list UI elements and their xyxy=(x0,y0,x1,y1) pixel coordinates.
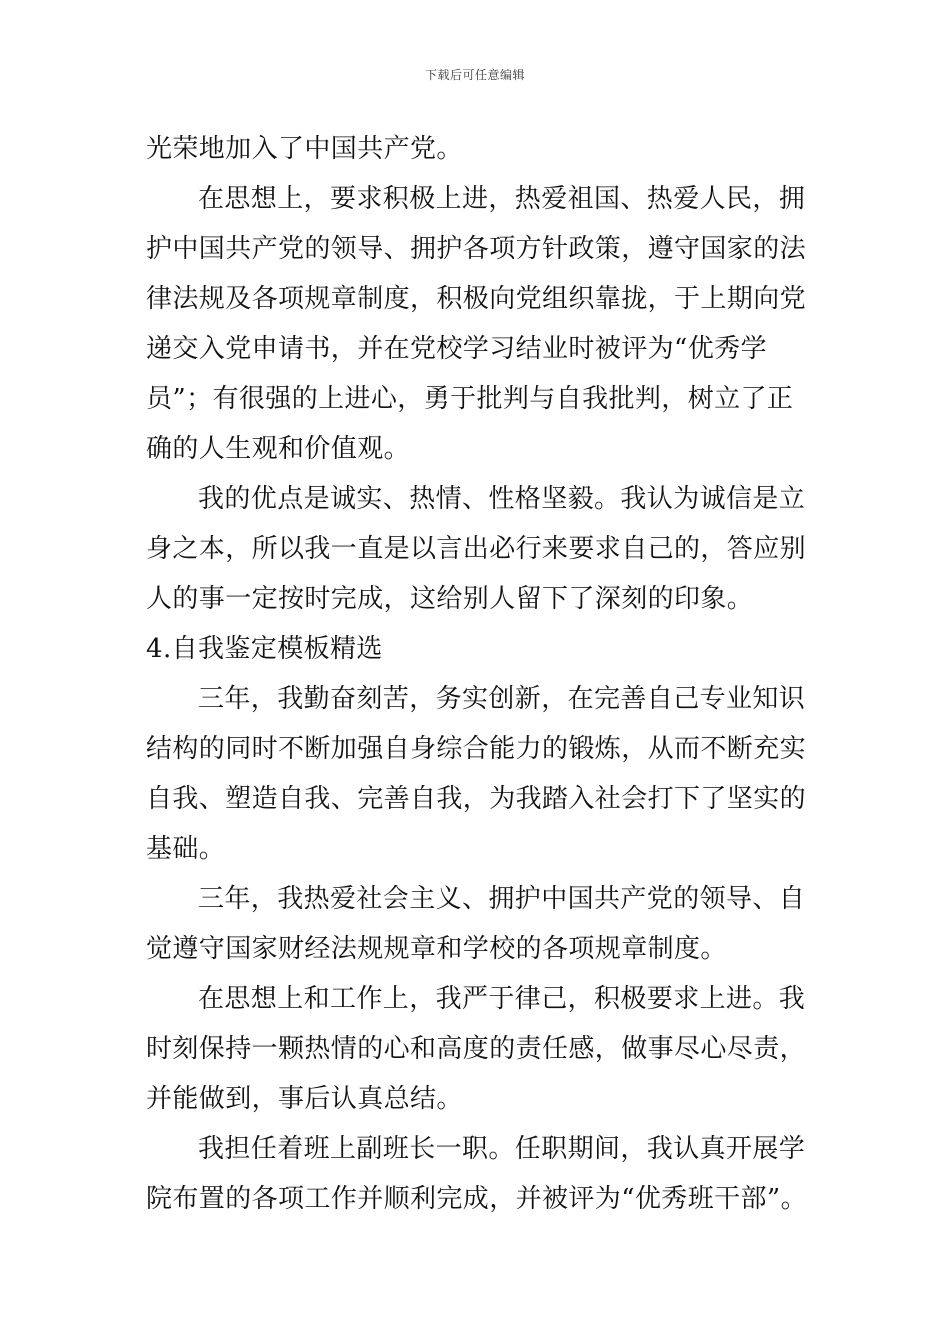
section-heading: 4.自我鉴定模板精选 xyxy=(146,634,383,664)
text-line: 并能做到，事后认真总结。 xyxy=(146,1084,463,1114)
paragraph-start-line: 在思想上和工作上，我严于律己，积极要求上进。我 xyxy=(198,984,806,1014)
text-line: 人的事一定按时完成，这给别人留下了深刻的印象。 xyxy=(146,584,754,614)
paragraph-start-line: 三年，我勤奋刻苦，务实创新，在完善自己专业知识 xyxy=(198,684,806,714)
text-line: 确的人生观和价值观。 xyxy=(146,434,411,464)
paragraph-start-line: 我的优点是诚实、热情、性格坚毅。我认为诚信是立 xyxy=(198,484,806,514)
text-line: 基础。 xyxy=(146,834,226,864)
document-body xyxy=(146,124,806,1224)
paragraph-start-line: 三年，我热爱社会主义、拥护中国共产党的领导、自 xyxy=(198,884,806,914)
page-header: 下载后可任意编辑 xyxy=(424,68,525,82)
text-line: 院布置的各项工作并顺利完成，并被评为“优秀班干部”。 xyxy=(146,1184,807,1214)
text-line: 时刻保持一颗热情的心和高度的责任感，做事尽心尽责， xyxy=(146,1034,807,1064)
text-line: 结构的同时不断加强自身综合能力的锻炼，从而不断充实 xyxy=(146,734,807,764)
text-line: 员”；有很强的上进心，勇于批判与自我批判，树立了正 xyxy=(146,384,794,414)
text-line: 护中国共产党的领导、拥护各项方针政策，遵守国家的法 xyxy=(146,234,807,264)
text-line: 自我、塑造自我、完善自我，为我踏入社会打下了坚实的 xyxy=(146,784,807,814)
paragraph-start-line: 我担任着班上副班长一职。任职期间，我认真开展学 xyxy=(198,1134,806,1164)
text-line: 觉遵守国家财经法规规章和学校的各项规章制度。 xyxy=(146,934,727,964)
text-line: 光荣地加入了中国共产党。 xyxy=(146,134,463,164)
text-line: 律法规及各项规章制度，积极向党组织靠拢，于上期向党 xyxy=(146,284,807,314)
text-line: 身之本，所以我一直是以言出必行来要求自己的，答应别 xyxy=(146,534,807,564)
paragraph-start-line: 在思想上，要求积极上进，热爱祖国、热爱人民，拥 xyxy=(198,184,806,214)
text-line: 递交入党申请书，并在党校学习结业时被评为“优秀学 xyxy=(146,334,767,364)
